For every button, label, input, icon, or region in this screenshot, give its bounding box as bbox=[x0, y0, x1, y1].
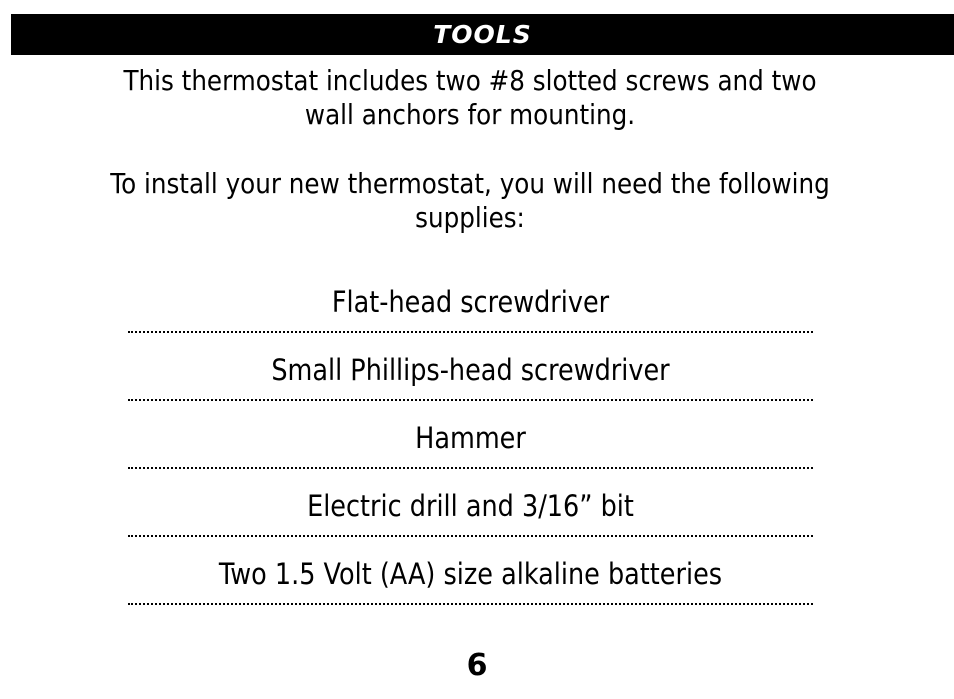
dotted-divider bbox=[128, 399, 813, 401]
list-item bbox=[128, 484, 813, 552]
list-item bbox=[128, 552, 813, 620]
dotted-divider bbox=[128, 603, 813, 605]
supply-label: Electric drill and 3/16” bit bbox=[307, 489, 634, 523]
supply-label: Two 1.5 Volt (AA) size alkaline batteries bbox=[218, 557, 723, 591]
dotted-divider bbox=[128, 331, 813, 333]
intro-paragraph-supplies: To install your new thermostat, you will need the following supplies: bbox=[110, 167, 830, 234]
list-item bbox=[128, 280, 813, 348]
list-item bbox=[128, 348, 813, 416]
list-item bbox=[128, 416, 813, 484]
supply-label: Hammer bbox=[415, 421, 526, 455]
supply-label: Small Phillips-head screwdriver bbox=[271, 353, 670, 387]
intro-paragraph-mounting: This thermostat includes two #8 slotted screws and two wall anchors for mounting. bbox=[123, 64, 817, 131]
section-title: TOOLS bbox=[433, 20, 532, 49]
section-header-bar bbox=[11, 14, 954, 55]
dotted-divider bbox=[128, 535, 813, 537]
supplies-list bbox=[128, 280, 813, 620]
dotted-divider bbox=[128, 467, 813, 469]
page-number: 6 bbox=[466, 648, 488, 683]
supply-label: Flat-head screwdriver bbox=[331, 285, 610, 319]
